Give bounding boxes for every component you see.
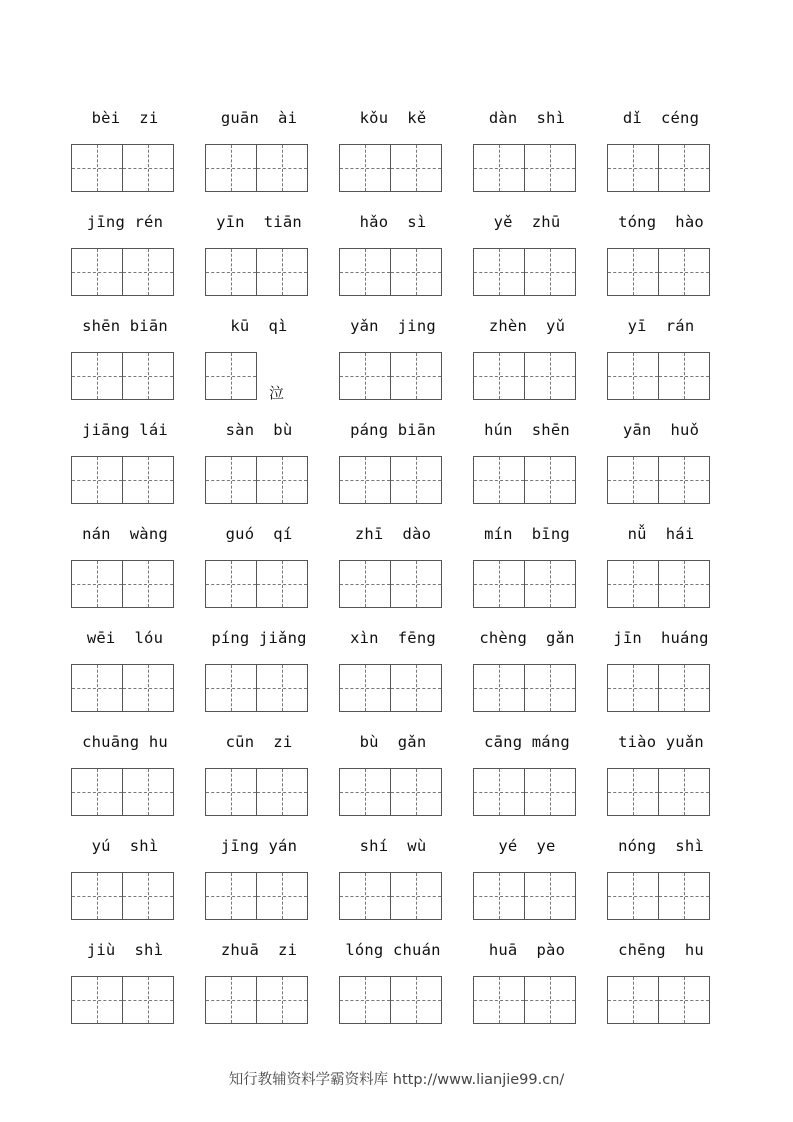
tian-zi-ge-box[interactable] [524,248,576,296]
pinyin-label: guān ài [220,109,298,127]
word-cell [607,416,715,508]
tian-zi-ge-box[interactable] [473,664,525,712]
pinyin-label: zhuā zi [220,941,298,959]
writing-boxes [339,248,441,298]
tian-zi-ge-box[interactable] [122,456,174,504]
tian-zi-ge-box[interactable] [658,976,710,1024]
writing-boxes [339,872,441,922]
tian-zi-ge-box[interactable] [339,560,391,608]
word-cell [339,624,447,716]
word-cell [205,728,313,820]
writing-boxes [339,768,441,818]
pinyin-label: shí wù [359,837,427,855]
pinyin-label: shēn biān [82,317,168,335]
pinyin-label: cūn zi [225,733,293,751]
pinyin-label: mín bīng [484,525,570,543]
tian-zi-ge-box[interactable] [122,664,174,712]
writing-boxes [607,144,709,194]
word-cell [473,936,581,1028]
tian-zi-ge-box[interactable] [256,768,308,816]
tian-zi-ge-box[interactable] [339,872,391,920]
tian-zi-ge-box[interactable] [256,664,308,712]
tian-zi-ge-box[interactable] [607,768,659,816]
writing-boxes [71,872,173,922]
tian-zi-ge-box[interactable] [122,560,174,608]
tian-zi-ge-box[interactable] [658,664,710,712]
pinyin-label: yān huǒ [622,421,700,439]
writing-boxes [607,248,709,298]
pinyin-label: píng jiǎng [211,629,307,647]
pinyin-label: xìn fēng [350,629,436,647]
tian-zi-ge-box[interactable] [390,768,442,816]
writing-boxes [339,664,441,714]
pinyin-label: yú shì [91,837,159,855]
tian-zi-ge-box[interactable] [607,456,659,504]
word-cell [71,312,179,404]
writing-boxes [473,456,575,506]
tian-zi-ge-box[interactable] [390,976,442,1024]
tian-zi-ge-box[interactable] [524,560,576,608]
writing-boxes [607,872,709,922]
word-cell [205,520,313,612]
writing-boxes [71,768,173,818]
pinyin-label: jīn huáng [613,629,709,647]
writing-boxes [607,456,709,506]
pinyin-label: yé ye [498,837,556,855]
writing-boxes [339,976,441,1026]
tian-zi-ge-box[interactable] [390,560,442,608]
writing-boxes [607,768,709,818]
tian-zi-ge-box[interactable] [524,664,576,712]
writing-boxes [205,976,307,1026]
tian-zi-ge-box[interactable] [658,352,710,400]
word-cell [205,208,313,300]
tian-zi-ge-box[interactable] [607,872,659,920]
word-cell [339,728,447,820]
tian-zi-ge-box[interactable] [473,352,525,400]
writing-boxes [473,248,575,298]
tian-zi-ge-box[interactable] [339,456,391,504]
tian-zi-ge-box[interactable] [205,872,257,920]
writing-boxes [205,872,307,922]
tian-zi-ge-box[interactable] [205,664,257,712]
tian-zi-ge-box[interactable] [339,976,391,1024]
word-cell [473,520,581,612]
word-cell [339,104,447,196]
tian-zi-ge-box[interactable] [339,664,391,712]
word-cell [473,208,581,300]
tian-zi-ge-box[interactable] [524,352,576,400]
pinyin-label: jiù shì [86,941,164,959]
tian-zi-ge-box[interactable] [256,248,308,296]
tian-zi-ge-box[interactable] [71,976,123,1024]
pinyin-label: jiāng lái [82,421,168,439]
tian-zi-ge-box[interactable] [256,872,308,920]
tian-zi-ge-box[interactable] [473,560,525,608]
word-cell [607,520,715,612]
word-cell [205,832,313,924]
word-cell [607,208,715,300]
tian-zi-ge-box[interactable] [390,248,442,296]
tian-zi-ge-box[interactable] [473,872,525,920]
writing-boxes [205,456,307,506]
pinyin-label: chuāng hu [82,733,168,751]
word-cell [473,728,581,820]
tian-zi-ge-box[interactable] [607,976,659,1024]
tian-zi-ge-box[interactable] [524,872,576,920]
pinyin-label: lóng chuán [345,941,441,959]
tian-zi-ge-box[interactable] [71,456,123,504]
tian-zi-ge-box[interactable] [390,144,442,192]
writing-boxes [339,144,441,194]
writing-boxes [205,144,307,194]
writing-boxes [205,768,307,818]
word-cell [607,312,715,404]
tian-zi-ge-box[interactable] [390,352,442,400]
tian-zi-ge-box[interactable] [71,352,123,400]
word-cell [205,936,313,1028]
tian-zi-ge-box[interactable] [205,144,257,192]
pinyin-label: cāng máng [484,733,570,751]
pinyin-label: zhī dào [354,525,432,543]
tian-zi-ge-box[interactable] [339,352,391,400]
tian-zi-ge-box[interactable] [205,456,257,504]
word-cell [607,728,715,820]
tian-zi-ge-box[interactable] [205,768,257,816]
tian-zi-ge-box[interactable] [205,352,257,400]
pinyin-label: bù gǎn [359,733,427,751]
tian-zi-ge-box[interactable] [607,248,659,296]
writing-boxes [71,248,173,298]
tian-zi-ge-box[interactable] [205,560,257,608]
pinyin-label: tóng hào [618,213,704,231]
writing-boxes [205,664,307,714]
pinyin-label: jīng rén [86,213,164,231]
tian-zi-ge-box[interactable] [122,768,174,816]
pinyin-label: jīng yán [220,837,298,855]
writing-boxes [339,352,441,402]
tian-zi-ge-box[interactable] [71,768,123,816]
writing-boxes [71,664,173,714]
tian-zi-ge-box[interactable] [256,560,308,608]
writing-boxes [205,560,307,610]
tian-zi-ge-box[interactable] [473,456,525,504]
pinyin-label: nán wàng [82,525,168,543]
word-cell [339,832,447,924]
pinyin-label: hǎo sì [359,213,427,231]
word-cell [71,520,179,612]
tian-zi-ge-box[interactable] [339,144,391,192]
writing-boxes [473,352,575,402]
writing-boxes [473,768,575,818]
tian-zi-ge-box[interactable] [390,872,442,920]
writing-boxes [473,664,575,714]
tian-zi-ge-box[interactable] [607,352,659,400]
pinyin-label: sàn bù [225,421,293,439]
pinyin-label: dàn shì [488,109,566,127]
word-cell [473,104,581,196]
tian-zi-ge-box[interactable] [122,976,174,1024]
tian-zi-ge-box[interactable] [122,144,174,192]
tian-zi-ge-box[interactable] [71,248,123,296]
pinyin-label: yīn tiān [216,213,302,231]
tian-zi-ge-box[interactable] [524,768,576,816]
writing-boxes [71,144,173,194]
pinyin-label: páng biān [350,421,436,439]
word-cell [607,104,715,196]
word-cell [473,416,581,508]
tian-zi-ge-box[interactable] [658,560,710,608]
tian-zi-ge-box[interactable] [71,664,123,712]
tian-zi-ge-box[interactable] [205,976,257,1024]
writing-boxes [607,352,709,402]
tian-zi-ge-box[interactable] [71,144,123,192]
writing-boxes [473,144,575,194]
pinyin-label: hún shēn [484,421,570,439]
word-cell [71,832,179,924]
word-cell [205,312,313,404]
pinyin-label: yī rán [627,317,695,335]
writing-boxes [339,560,441,610]
tian-zi-ge-box[interactable] [473,976,525,1024]
pinyin-label: guó qí [225,525,293,543]
word-cell [71,104,179,196]
word-cell [607,624,715,716]
pinyin-label: nóng shì [618,837,704,855]
tian-zi-ge-box[interactable] [658,768,710,816]
writing-boxes [205,248,307,298]
word-cell [607,832,715,924]
pinyin-label: yě zhū [493,213,561,231]
writing-boxes [473,560,575,610]
pinyin-label: bèi zi [91,109,159,127]
writing-boxes [473,872,575,922]
pinyin-label: wēi lóu [86,629,164,647]
pinyin-label: nǚ hái [627,525,695,543]
word-cell [205,624,313,716]
writing-boxes [607,976,709,1026]
tian-zi-ge-box[interactable] [71,872,123,920]
tian-zi-ge-box[interactable] [607,560,659,608]
tian-zi-ge-box[interactable] [607,144,659,192]
tian-zi-ge-box[interactable] [390,456,442,504]
pinyin-label: kǒu kě [359,109,427,127]
hint-character: 泣 [269,384,285,402]
pinyin-label: kū qì [230,317,288,335]
tian-zi-ge-box[interactable] [256,976,308,1024]
writing-boxes [473,976,575,1026]
writing-boxes [339,456,441,506]
writing-boxes [71,352,173,402]
pinyin-label: zhèn yǔ [488,317,566,335]
tian-zi-ge-box[interactable] [658,144,710,192]
word-cell [473,832,581,924]
tian-zi-ge-box[interactable] [524,456,576,504]
word-cell [607,936,715,1028]
word-cell [339,520,447,612]
tian-zi-ge-box[interactable] [658,248,710,296]
word-cell [473,624,581,716]
word-cell [71,624,179,716]
tian-zi-ge-box[interactable] [122,872,174,920]
tian-zi-ge-box[interactable] [339,768,391,816]
writing-boxes [205,352,256,402]
tian-zi-ge-box[interactable] [71,560,123,608]
writing-boxes [71,976,173,1026]
word-cell [71,416,179,508]
tian-zi-ge-box[interactable] [658,456,710,504]
pinyin-label: huā pào [488,941,566,959]
word-cell [473,312,581,404]
word-cell [339,208,447,300]
tian-zi-ge-box[interactable] [339,248,391,296]
writing-boxes [607,664,709,714]
word-cell [205,104,313,196]
tian-zi-ge-box[interactable] [658,872,710,920]
pinyin-label: chèng gǎn [479,629,575,647]
word-cell [71,208,179,300]
writing-boxes [607,560,709,610]
tian-zi-ge-box[interactable] [122,352,174,400]
word-cell [339,416,447,508]
tian-zi-ge-box[interactable] [122,248,174,296]
pinyin-label: dǐ céng [622,109,700,127]
tian-zi-ge-box[interactable] [473,248,525,296]
pinyin-label: tiào yuǎn [618,733,704,751]
tian-zi-ge-box[interactable] [256,144,308,192]
tian-zi-ge-box[interactable] [473,144,525,192]
tian-zi-ge-box[interactable] [390,664,442,712]
word-cell [339,312,447,404]
tian-zi-ge-box[interactable] [205,248,257,296]
pinyin-label: chēng hu [618,941,704,959]
writing-boxes [71,456,173,506]
pinyin-label: yǎn jing [350,317,436,335]
word-cell [71,936,179,1028]
tian-zi-ge-box[interactable] [607,664,659,712]
word-cell [339,936,447,1028]
tian-zi-ge-box[interactable] [473,768,525,816]
word-cell [71,728,179,820]
footer-text: 知行教辅资料学霸资料库 http://www.lianjie99.cn/ [228,1072,565,1088]
tian-zi-ge-box[interactable] [524,144,576,192]
writing-boxes [71,560,173,610]
tian-zi-ge-box[interactable] [524,976,576,1024]
word-cell [205,416,313,508]
tian-zi-ge-box[interactable] [256,456,308,504]
